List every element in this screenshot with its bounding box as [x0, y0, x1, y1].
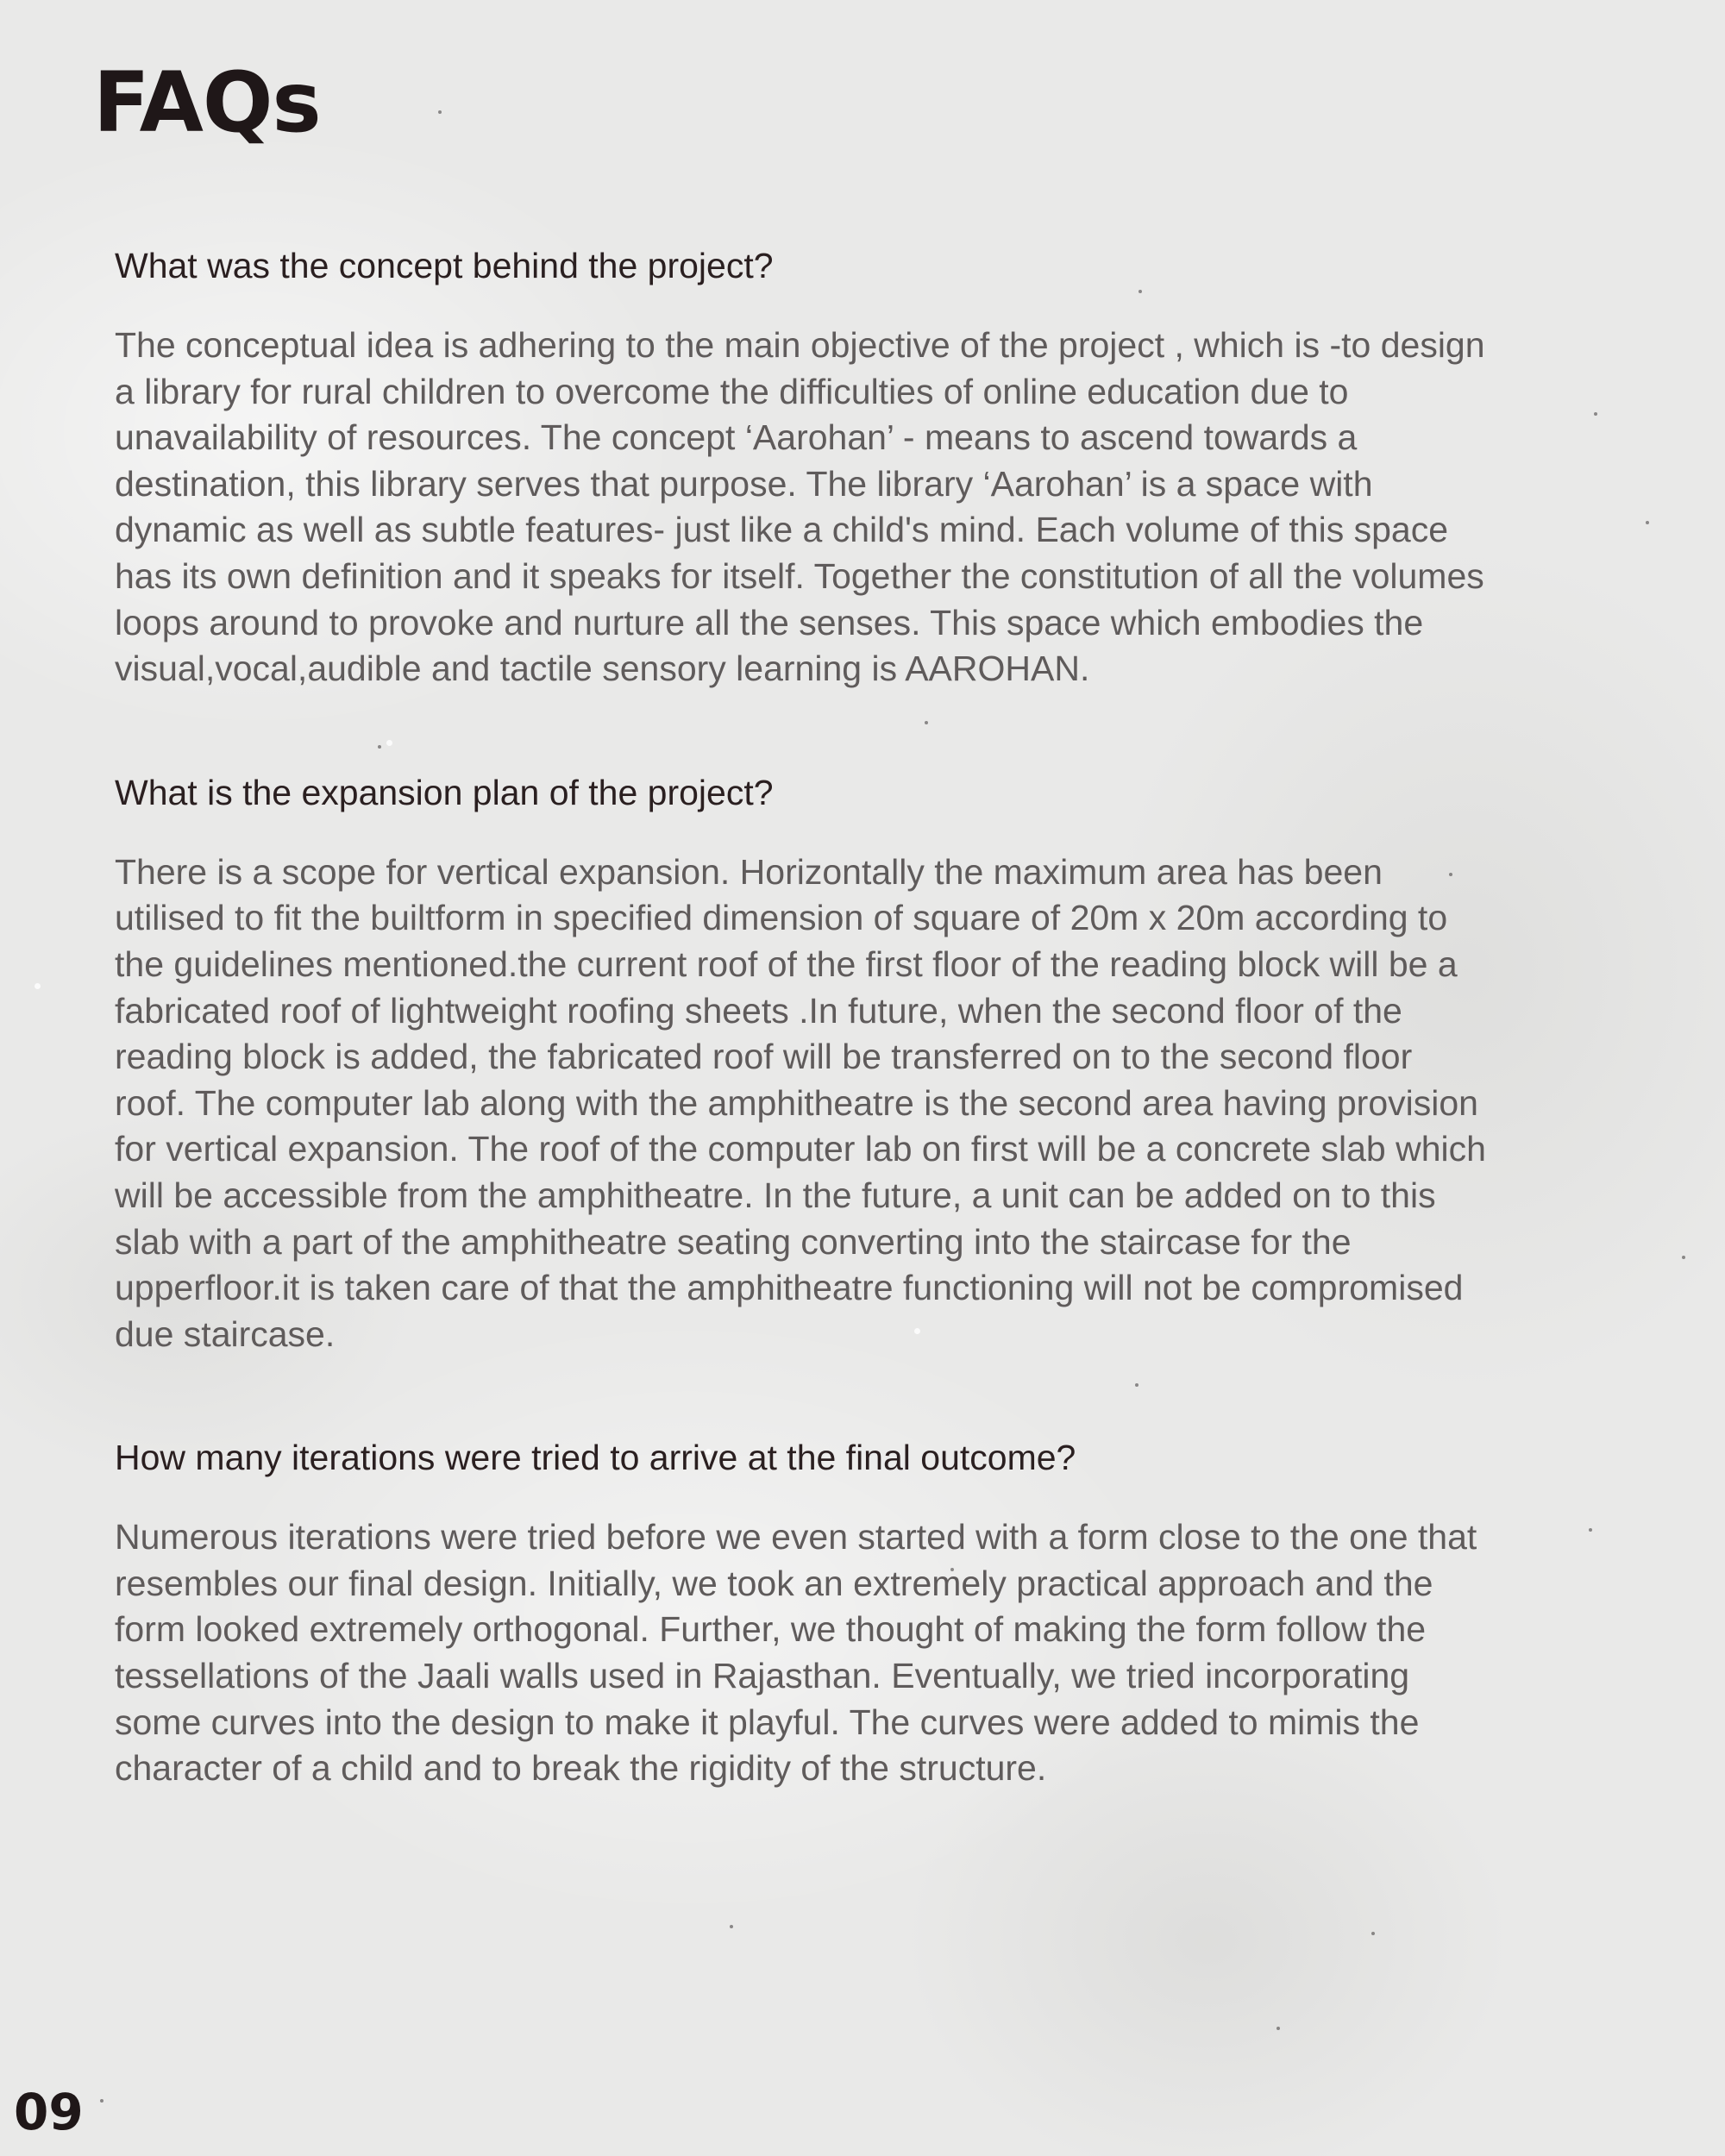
faq-item [115, 241, 1633, 693]
faq-question: How many iterations were tried to arrive at the final outcome? [115, 1438, 1076, 1478]
faq-item [115, 768, 1633, 1358]
faq-item [115, 1433, 1633, 1792]
faq-question: What is the expansion plan of the project? [115, 772, 774, 812]
paper-texture-speck [100, 2099, 104, 2103]
paper-texture-speck [34, 983, 41, 989]
faq-answer: Numerous iterations were tried before we even started with a form close to the one that resembles our final design. Initially, we took an extremely practical approach and the form looked extremely orthogonal. Further, we thought of making the form follow the tessellations of the Jaali walls used in Rajasthan. Eventually, we tried incorporating some curves into the design to make it playful. The curves were added to mimis the character of a child and to break the rigidity of the structure. [115, 1517, 1477, 1789]
faq-list [115, 241, 1633, 1868]
paper-texture-speck [1682, 1256, 1685, 1259]
paper-texture-speck [730, 1925, 733, 1928]
page-title: FAQs [93, 54, 321, 151]
paper-texture-speck [1646, 521, 1649, 524]
page-number: 09 [14, 2083, 84, 2141]
faq-answer: There is a scope for vertical expansion. Horizontally the maximum area has been utilised to fit the builtform in specified dimension of square of 20m x 20m according to the guidelines mentioned.the current roof of the first floor of the reading block will be a fabricated roof of lightweight roofing sheets .In future, when the second floor of the reading block is added, the fabricated roof will be transferred on to the second floor roof. The computer lab along with the amphitheatre is the second area having provision for vertical expansion. The roof of the computer lab on first will be a concrete slab which will be accessible from the amphitheatre. In the future, a unit can be added on to this slab with a part of the amphitheatre seating converting into the staircase for the upperfloor.it is taken care of that the amphitheatre functioning will not be compromised due staircase. [115, 851, 1486, 1354]
paper-texture-speck [1276, 2027, 1280, 2030]
faq-answer: The conceptual idea is adhering to the main objective of the project , which is -to design a library for rural children to overcome the difficulties of online education due to unavailability of resources. The concept ‘Aarohan’ - means to ascend towards a destination, this library serves that purpose. The library ‘Aarohan’ is a space with dynamic as well as subtle features- just like a child's mind. Each volume of this space has its own definition and it speaks for itself. Together the constitution of all the volumes loops around to provoke and nurture all the senses. This space which embodies the visual,vocal,audible and tactile sensory learning is AAROHAN. [115, 325, 1485, 689]
paper-texture-speck [1371, 1932, 1375, 1935]
faq-question: What was the concept behind the project? [115, 246, 774, 285]
paper-texture-speck [438, 110, 442, 114]
